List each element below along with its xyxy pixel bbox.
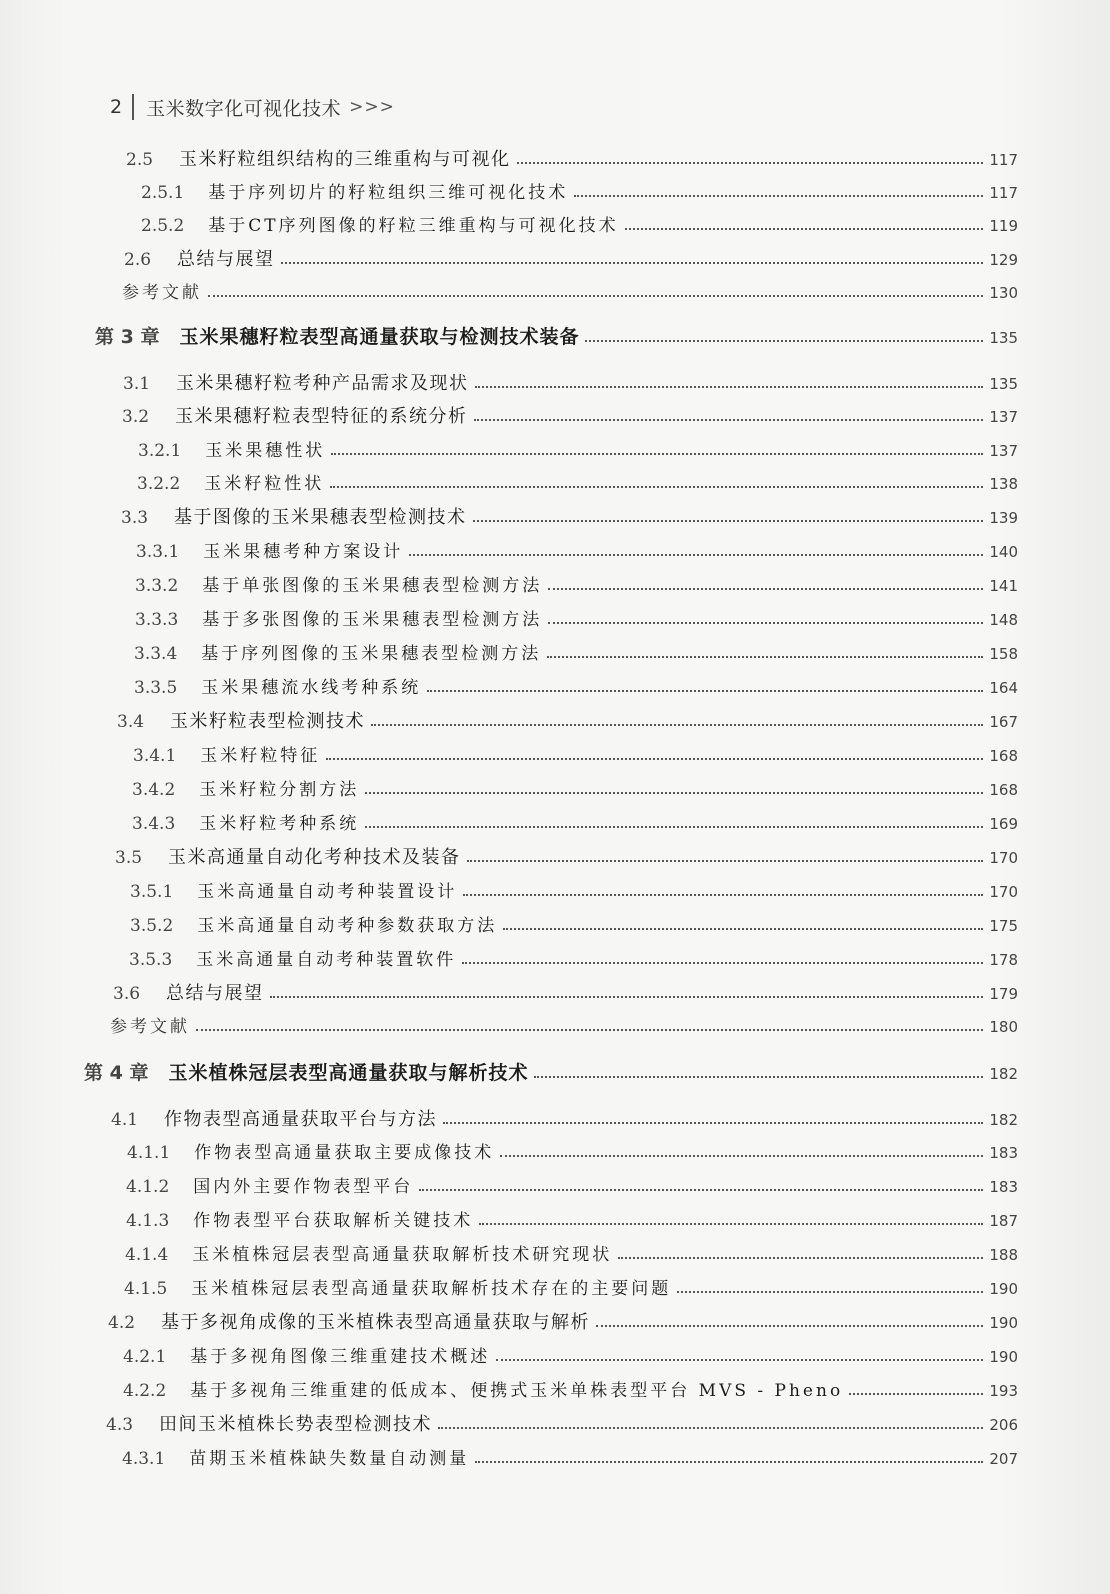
toc-section-entry bbox=[126, 145, 1018, 171]
toc-entry-title: 玉米高通量自动考种装置软件 bbox=[196, 950, 457, 970]
toc-entry-number: 4.1.5 bbox=[124, 1279, 168, 1299]
toc-entry-page: 167 bbox=[989, 713, 1018, 731]
toc-subsection-entry bbox=[127, 1138, 1018, 1163]
toc-entry-number: 2.6 bbox=[124, 250, 152, 270]
toc-chapter-entry bbox=[95, 322, 1018, 349]
toc-entry-title: 作物表型平台获取解析关键技术 bbox=[193, 1211, 474, 1231]
toc-entry-number: 4.1.1 bbox=[127, 1143, 171, 1163]
dot-leader bbox=[419, 1189, 983, 1191]
toc-entry-title: 玉米果穗流水线考种系统 bbox=[201, 678, 422, 698]
toc-entry-page: 175 bbox=[989, 917, 1018, 935]
toc-section-entry bbox=[121, 503, 1018, 529]
toc-entry-title: 参考文献 bbox=[122, 283, 202, 303]
toc-chapter-entry bbox=[84, 1058, 1018, 1085]
toc-entry-number: 3.1 bbox=[123, 374, 151, 394]
toc-entry-title: 玉米高通量自动化考种技术及装备 bbox=[168, 847, 461, 868]
toc-entry-page: 129 bbox=[989, 251, 1018, 269]
toc-entry-page: 193 bbox=[989, 1382, 1018, 1400]
toc-entry-page: 187 bbox=[989, 1212, 1018, 1230]
toc-entry-number: 3.5.3 bbox=[129, 950, 173, 970]
dot-leader bbox=[596, 1325, 983, 1327]
dot-leader bbox=[618, 1257, 983, 1259]
toc-entry-page: 141 bbox=[989, 577, 1018, 595]
header-arrows: >>> bbox=[349, 97, 395, 117]
toc-entry-number: 4.1.2 bbox=[126, 1177, 170, 1197]
toc-entry-number: 4.2 bbox=[108, 1313, 136, 1333]
toc-entry-number: 3.3.4 bbox=[134, 644, 178, 664]
toc-entry-page: 188 bbox=[989, 1246, 1018, 1264]
toc-entry-title: 基于多视角图像三维重建技术概述 bbox=[190, 1347, 491, 1367]
toc-entry-number: 3.2 bbox=[122, 407, 150, 427]
toc-entry-number: 3.5.1 bbox=[130, 882, 174, 902]
toc-entry-page: 139 bbox=[989, 509, 1018, 527]
toc-entry-title: 基于多视角成像的玉米植株表型高通量获取与解析 bbox=[161, 1312, 591, 1333]
toc-subsection-entry bbox=[132, 775, 1018, 800]
toc-subsection-entry bbox=[135, 605, 1018, 630]
toc-entry-page: 117 bbox=[989, 151, 1018, 169]
dot-leader bbox=[427, 690, 983, 692]
dot-leader bbox=[326, 758, 983, 760]
toc-entry-number: 3.2.1 bbox=[138, 441, 182, 461]
toc-entry-title: 作物表型高通量获取主要成像技术 bbox=[194, 1143, 495, 1163]
toc-section-entry bbox=[108, 1308, 1018, 1334]
dot-leader bbox=[467, 860, 984, 862]
dot-leader bbox=[365, 826, 983, 828]
toc-entry-page: 140 bbox=[989, 543, 1018, 561]
toc-entry-page: 206 bbox=[989, 1416, 1018, 1434]
toc-entry-page: 179 bbox=[989, 985, 1018, 1003]
toc-entry-title: 基于图像的玉米果穗表型检测技术 bbox=[174, 507, 467, 528]
toc-section-entry bbox=[117, 707, 1018, 733]
dot-leader bbox=[517, 162, 984, 164]
dot-leader bbox=[463, 894, 983, 896]
toc-entry-title: 玉米果穗籽粒考种产品需求及现状 bbox=[176, 373, 469, 394]
toc-subsection-entry bbox=[136, 537, 1018, 562]
toc-entry-title: 总结与展望 bbox=[177, 249, 275, 270]
toc-entry-page: 168 bbox=[989, 781, 1018, 799]
toc-entry-page: 117 bbox=[989, 184, 1018, 202]
toc-entry-number: 3.3 bbox=[121, 508, 149, 528]
dot-leader bbox=[196, 1029, 983, 1031]
dot-leader bbox=[474, 419, 984, 421]
toc-entry-page: 137 bbox=[989, 408, 1018, 426]
toc-entry-page: 183 bbox=[989, 1144, 1018, 1162]
dot-leader bbox=[548, 588, 983, 590]
toc-entry-number: 第 3 章 bbox=[95, 326, 160, 348]
toc-entry-number: 4.2.1 bbox=[123, 1347, 167, 1367]
toc-entry-page: 190 bbox=[989, 1314, 1018, 1332]
toc-entry-number: 4.1.4 bbox=[125, 1245, 169, 1265]
dot-leader bbox=[409, 554, 983, 556]
dot-leader bbox=[625, 228, 984, 230]
toc-entry-page: 178 bbox=[989, 951, 1018, 969]
toc-subsection-entry bbox=[123, 1342, 1018, 1367]
toc-section-entry bbox=[122, 402, 1018, 428]
dot-leader bbox=[208, 295, 983, 297]
dot-leader bbox=[500, 1155, 983, 1157]
toc-subsection-entry bbox=[122, 1444, 1018, 1469]
toc-entry-title: 作物表型高通量获取平台与方法 bbox=[164, 1109, 438, 1130]
toc-section-entry bbox=[115, 843, 1018, 869]
toc-references-entry bbox=[110, 1012, 1018, 1037]
toc-entry-title: 玉米植株冠层表型高通量获取与解析技术 bbox=[168, 1062, 529, 1084]
toc-entry-title: 玉米果穗性状 bbox=[205, 441, 326, 461]
toc-entry-number: 3.4.1 bbox=[133, 746, 177, 766]
toc-section-entry bbox=[113, 979, 1018, 1005]
dot-leader bbox=[443, 1122, 983, 1124]
dot-leader bbox=[281, 262, 984, 264]
toc-entry-number: 3.4.3 bbox=[132, 814, 176, 834]
toc-entry-title: 玉米籽粒特征 bbox=[200, 746, 321, 766]
dot-leader bbox=[475, 386, 984, 388]
toc-entry-number: 3.3.2 bbox=[135, 576, 179, 596]
toc-subsection-entry bbox=[133, 741, 1018, 766]
dot-leader bbox=[585, 340, 983, 342]
dot-leader bbox=[473, 520, 984, 522]
toc-subsection-entry bbox=[137, 469, 1018, 494]
dot-leader bbox=[438, 1427, 983, 1429]
page-number: 2 bbox=[110, 96, 123, 118]
dot-leader bbox=[849, 1393, 983, 1395]
toc-entry-title: 玉米籽粒性状 bbox=[204, 474, 325, 494]
toc-entry-title: 总结与展望 bbox=[166, 983, 264, 1004]
toc-entry-number: 2.5.1 bbox=[141, 183, 185, 203]
dot-leader bbox=[365, 792, 983, 794]
dot-leader bbox=[330, 486, 983, 488]
toc-subsection-entry bbox=[138, 436, 1018, 461]
toc-entry-title: 基于序列切片的籽粒组织三维可视化技术 bbox=[208, 183, 569, 203]
dot-leader bbox=[496, 1359, 983, 1361]
toc-entry-page: 164 bbox=[989, 679, 1018, 697]
toc-entry-page: 180 bbox=[989, 1018, 1018, 1036]
toc-section-entry bbox=[123, 369, 1018, 395]
toc-entry-number: 3.4.2 bbox=[132, 780, 176, 800]
toc-entry-number: 4.3.1 bbox=[122, 1449, 166, 1469]
toc-entry-title: 基于序列图像的玉米果穗表型检测方法 bbox=[201, 644, 542, 664]
toc-entry-number: 4.2.2 bbox=[123, 1381, 167, 1401]
toc-entry-title: 玉米籽粒分割方法 bbox=[199, 780, 360, 800]
dot-leader bbox=[371, 724, 983, 726]
toc-entry-title: 基于多视角三维重建的低成本、便携式玉米单株表型平台 MVS - Pheno bbox=[190, 1381, 844, 1401]
dot-leader bbox=[462, 962, 983, 964]
dot-leader bbox=[479, 1223, 983, 1225]
toc-subsection-entry bbox=[126, 1172, 1018, 1197]
toc-entry-page: 207 bbox=[989, 1450, 1018, 1468]
dot-leader bbox=[534, 1076, 983, 1078]
toc-entry-title: 基于单张图像的玉米果穗表型检测方法 bbox=[202, 576, 543, 596]
toc-entry-number: 3.3.5 bbox=[134, 678, 178, 698]
toc-entry-page: 130 bbox=[989, 284, 1018, 302]
toc-entry-title: 玉米籽粒表型检测技术 bbox=[170, 711, 366, 732]
book-title: 玉米数字化可视化技术 bbox=[146, 97, 342, 120]
page-header bbox=[110, 92, 395, 122]
toc-entry-page: 138 bbox=[989, 475, 1018, 493]
toc-entry-page: 170 bbox=[989, 849, 1018, 867]
toc-subsection-entry bbox=[129, 945, 1018, 970]
toc-entry-title: 玉米籽粒组织结构的三维重构与可视化 bbox=[179, 149, 511, 170]
toc-entry-title: 国内外主要作物表型平台 bbox=[193, 1177, 414, 1197]
toc-subsection-entry bbox=[125, 1240, 1018, 1265]
dot-leader bbox=[475, 1461, 983, 1463]
toc-entry-number: 4.1 bbox=[111, 1110, 139, 1130]
toc-subsection-entry bbox=[132, 809, 1018, 834]
toc-entry-page: 135 bbox=[989, 375, 1018, 393]
dot-leader bbox=[548, 622, 983, 624]
toc-entry-title: 玉米植株冠层表型高通量获取解析技术存在的主要问题 bbox=[191, 1279, 672, 1299]
toc-section-entry bbox=[124, 245, 1018, 271]
toc-entry-number: 4.1.3 bbox=[126, 1211, 170, 1231]
toc-entry-number: 3.4 bbox=[117, 712, 145, 732]
toc-entry-page: 190 bbox=[989, 1348, 1018, 1366]
toc-references-entry bbox=[122, 278, 1018, 303]
toc-entry-title: 基于多张图像的玉米果穗表型检测方法 bbox=[202, 610, 543, 630]
toc-entry-number: 3.5 bbox=[115, 848, 143, 868]
toc-entry-title: 参考文献 bbox=[110, 1017, 190, 1037]
toc-subsection-entry bbox=[123, 1376, 1018, 1401]
dot-leader bbox=[547, 656, 983, 658]
toc-entry-number: 3.2.2 bbox=[137, 474, 181, 494]
toc-entry-title: 玉米果穗籽粒表型特征的系统分析 bbox=[175, 406, 468, 427]
dot-leader bbox=[503, 928, 983, 930]
toc-entry-page: 135 bbox=[989, 329, 1018, 347]
toc-subsection-entry bbox=[124, 1274, 1018, 1299]
toc-entry-title: 玉米籽粒考种系统 bbox=[199, 814, 360, 834]
toc-subsection-entry bbox=[134, 639, 1018, 664]
dot-leader bbox=[574, 195, 983, 197]
toc-entry-number: 2.5 bbox=[126, 150, 154, 170]
toc-subsection-entry bbox=[126, 1206, 1018, 1231]
toc-subsection-entry bbox=[141, 178, 1018, 203]
toc-entry-page: 169 bbox=[989, 815, 1018, 833]
toc-entry-page: 170 bbox=[989, 883, 1018, 901]
toc-entry-title: 玉米高通量自动考种参数获取方法 bbox=[197, 916, 498, 936]
toc-entry-page: 137 bbox=[989, 442, 1018, 460]
toc-entry-page: 190 bbox=[989, 1280, 1018, 1298]
dot-leader bbox=[677, 1291, 983, 1293]
toc-entry-number: 2.5.2 bbox=[141, 216, 185, 236]
toc-subsection-entry bbox=[134, 673, 1018, 698]
toc-entry-title: 苗期玉米植株缺失数量自动测量 bbox=[189, 1449, 470, 1469]
toc-entry-number: 3.3.1 bbox=[136, 542, 180, 562]
toc-entry-number: 3.6 bbox=[113, 984, 141, 1004]
toc-entry-number: 4.3 bbox=[106, 1415, 134, 1435]
toc-subsection-entry bbox=[130, 877, 1018, 902]
toc-entry-title: 玉米果穗考种方案设计 bbox=[203, 542, 404, 562]
toc-entry-page: 182 bbox=[989, 1111, 1018, 1129]
toc-entry-title: 玉米高通量自动考种装置设计 bbox=[197, 882, 458, 902]
header-divider bbox=[132, 94, 134, 120]
toc-entry-title: 基于CT序列图像的籽粒三维重构与可视化技术 bbox=[208, 216, 619, 236]
toc-section-entry bbox=[106, 1410, 1018, 1436]
toc-entry-number: 3.3.3 bbox=[135, 610, 179, 630]
toc-entry-number: 3.5.2 bbox=[130, 916, 174, 936]
toc-entry-title: 田间玉米植株长势表型检测技术 bbox=[159, 1414, 433, 1435]
toc-entry-page: 148 bbox=[989, 611, 1018, 629]
toc-entry-page: 158 bbox=[989, 645, 1018, 663]
toc-subsection-entry bbox=[130, 911, 1018, 936]
dot-leader bbox=[270, 996, 984, 998]
toc-entry-page: 168 bbox=[989, 747, 1018, 765]
dot-leader bbox=[331, 453, 983, 455]
toc-subsection-entry bbox=[135, 571, 1018, 596]
toc-entry-title: 玉米果穗籽粒表型高通量获取与检测技术装备 bbox=[179, 326, 580, 348]
toc-entry-page: 183 bbox=[989, 1178, 1018, 1196]
toc-section-entry bbox=[111, 1105, 1018, 1131]
toc-subsection-entry bbox=[141, 211, 1018, 236]
toc-entry-title: 玉米植株冠层表型高通量获取解析技术研究现状 bbox=[192, 1245, 613, 1265]
toc-entry-page: 119 bbox=[989, 217, 1018, 235]
toc-entry-page: 182 bbox=[989, 1065, 1018, 1083]
toc-entry-number: 第 4 章 bbox=[84, 1062, 149, 1084]
